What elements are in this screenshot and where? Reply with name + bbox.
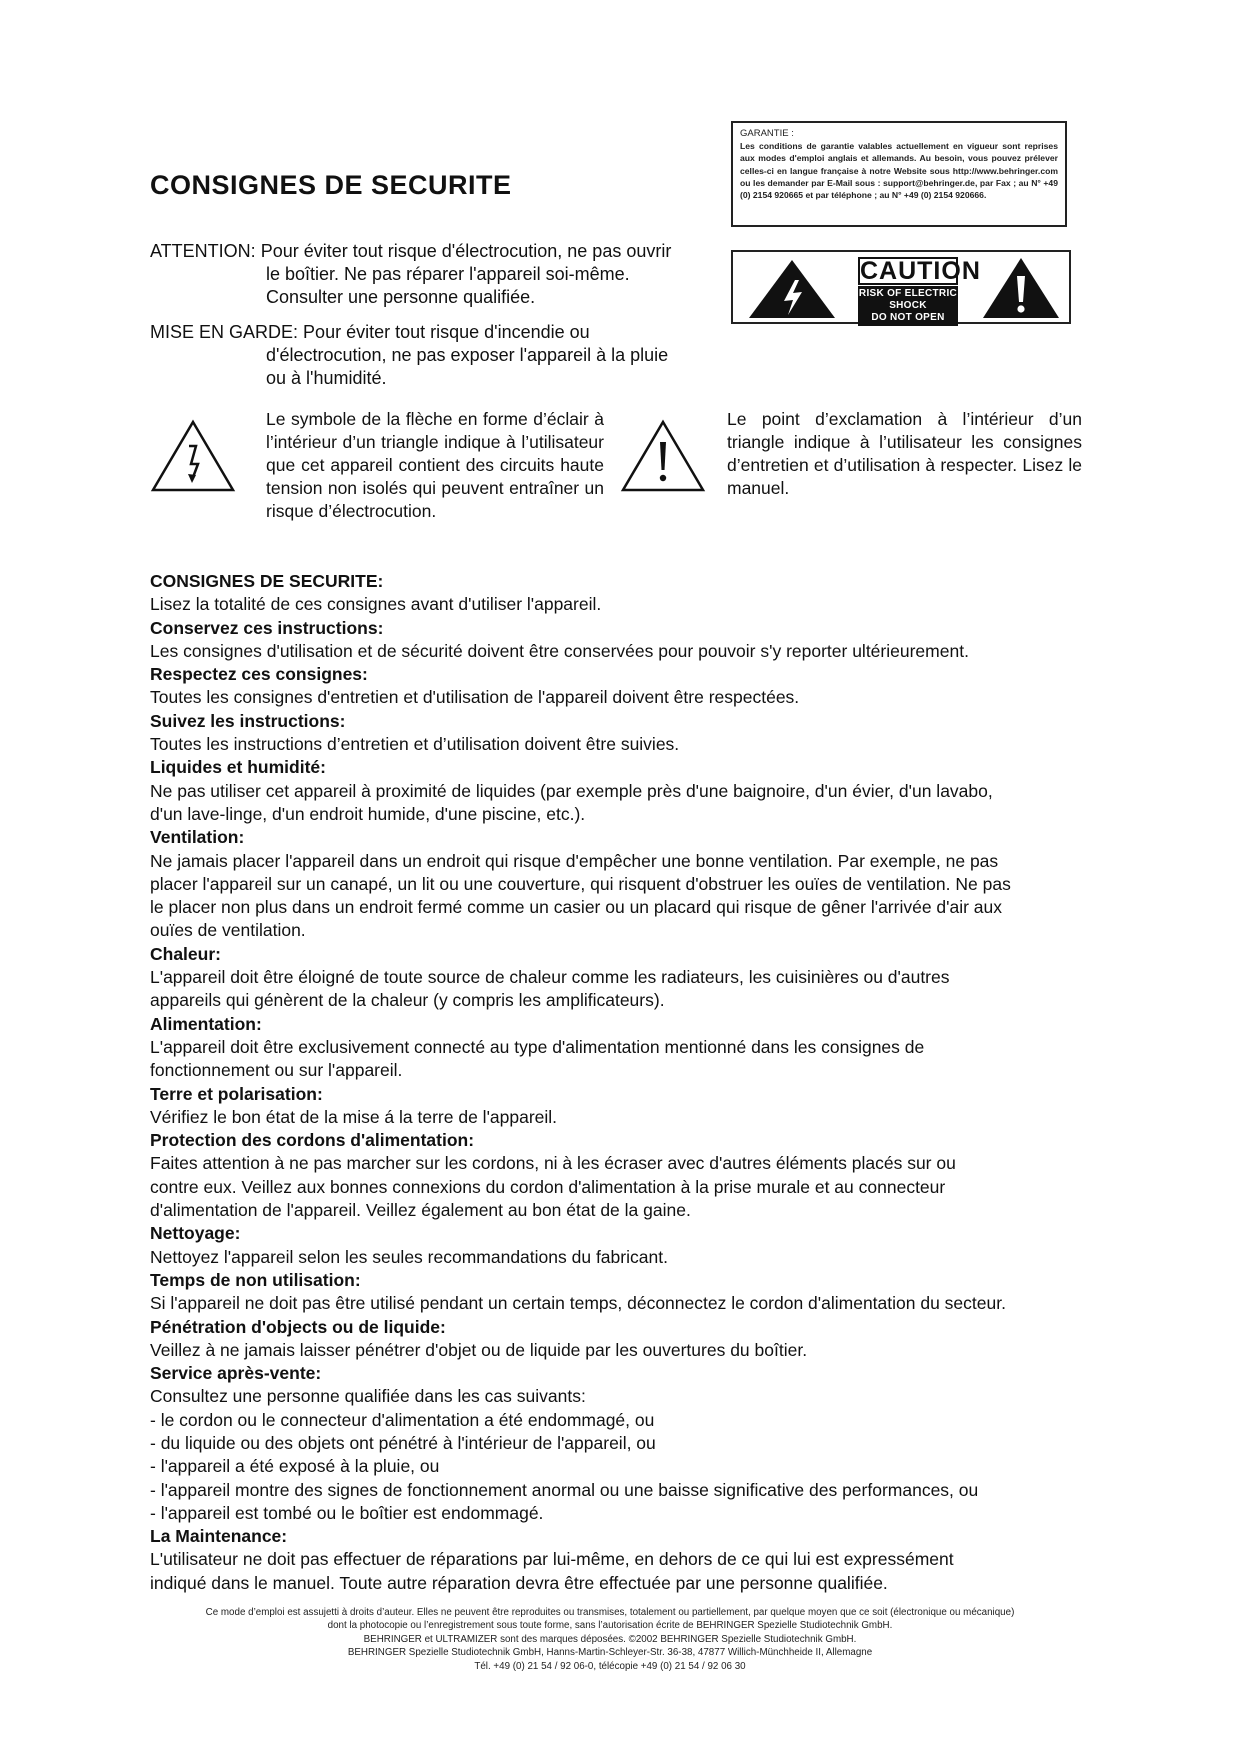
- section-heading: Liquides et humidité:: [150, 757, 326, 778]
- guarantee-title: GARANTIE :: [740, 128, 794, 139]
- section-heading: Temps de non utilisation:: [150, 1269, 361, 1290]
- lightning-warning-icon: [150, 418, 236, 494]
- footer-line2: dont la photocopie ou l’enregistrement sous toute forme, sans l’autorisation écrite de BEHRINGER Spezielle Studiotechnik GmbH.: [327, 1620, 893, 1632]
- section-line: Faites attention à ne pas marcher sur les cordons, ni à les écraser avec d'autres éléments placés sur ou: [150, 1153, 956, 1174]
- exclamation-triangle-icon: [981, 256, 1061, 320]
- section-line: Toutes les instructions d’entretien et d’utilisation doivent être suivies.: [150, 734, 680, 755]
- mise-label: MISE EN GARDE:: [150, 322, 299, 342]
- section-line: - l'appareil a été exposé à la pluie, ou: [150, 1456, 440, 1477]
- section-line: d'alimentation de l'appareil. Veillez également au bon état de la gaine.: [150, 1200, 691, 1221]
- footer-line3: BEHRINGER et ULTRAMIZER sont des marques déposées. ©2002 BEHRINGER Spezielle Studiotechnik GmbH.: [363, 1633, 857, 1645]
- section-heading: Suivez les instructions:: [150, 710, 346, 731]
- section-line: Si l'appareil ne doit pas être utilisé pendant un certain temps, déconnectez le cordon d'alimentation du secteur.: [150, 1293, 1006, 1314]
- lightning-symbol-text: Le symbole de la flèche en forme d’éclair à l’intérieur d’un triangle indique à l’utilisateur que cet appareil contient des circuits haute tension non isolés qui peuvent entraîner un risque d’électrocution.: [266, 409, 604, 521]
- section-line: Ne pas utiliser cet appareil à proximité de liquides (par exemple près d'une baignoire, d'un évier, d'un lavabo,: [150, 780, 993, 801]
- section-line: Nettoyez l'appareil selon les seules recommandations du fabricant.: [150, 1246, 668, 1267]
- section-line: indiqué dans le manuel. Toute autre réparation devra être effectuée par une personne qualifiée.: [150, 1572, 888, 1593]
- section-heading: Alimentation:: [150, 1013, 262, 1034]
- guarantee-box: [731, 121, 1067, 227]
- section-line: - l'appareil montre des signes de fonctionnement anormal ou une baisse significative des performances, ou: [150, 1479, 979, 1500]
- lightning-triangle-icon: [747, 258, 837, 320]
- section-heading: Ventilation:: [150, 827, 245, 848]
- safety-sections: [150, 570, 1110, 1595]
- section-line: Les consignes d'utilisation et de sécurité doivent être conservées pour pouvoir s'y reporter ultérieurement.: [150, 640, 969, 661]
- attention-warning: [150, 240, 671, 309]
- section-heading: Pénétration d'objects ou de liquide:: [150, 1316, 446, 1337]
- section-heading: CONSIGNES DE SECURITE:: [150, 571, 384, 591]
- caution-line2: DO NOT OPEN: [871, 312, 945, 323]
- mise-en-garde-warning: [150, 321, 715, 390]
- guarantee-text: Les conditions de garantie valables actuellement en vigueur sont reprises aux modes d'emploi anglais et allemands. Au besoin, vous pouvez prélever celles-ci en langue française à notre Website sous http://www.behringer.com ou les demander par E-Mail sous : support@behringer.de, par Fax ; au N° +49 (0) 2154 920665 et par téléphone ; au N° +49 (0) 2154 920666.: [740, 141, 1058, 201]
- section-line: - du liquide ou des objets ont pénétré à l'intérieur de l'appareil, ou: [150, 1432, 656, 1453]
- footer-line1: Ce mode d’emploi est assujetti à droits d’auteur. Elles ne peuvent être reproduites ou transmises, totalement ou partiellement, par quelque moyen que ce soit (électronique ou mécanique): [205, 1607, 1015, 1618]
- section-heading: Chaleur:: [150, 943, 221, 964]
- footer-line4: BEHRINGER Spezielle Studiotechnik GmbH, Hanns-Martin-Schleyer-Str. 36-38, 47877 Willich-Münchheide II, Allemagne: [347, 1647, 873, 1659]
- section-line: contre eux. Veillez aux bonnes connexions du cordon d'alimentation à la prise murale et au connecteur: [150, 1176, 946, 1197]
- section-line: - le cordon ou le connecteur d'alimentation a été endommagé, ou: [150, 1409, 655, 1430]
- section-line: Toutes les consignes d'entretien et d'utilisation de l'appareil doivent être respectées.: [150, 687, 800, 708]
- section-heading: Nettoyage:: [150, 1223, 241, 1244]
- attention-line2: le boîtier. Ne pas réparer l'appareil soi-même.: [266, 264, 630, 284]
- section-line: placer l'appareil sur un canapé, un lit ou une couverture, qui risquent d'obstruer les ouïes de ventilation. Ne pas: [150, 873, 1011, 894]
- section-heading: Protection des cordons d'alimentation:: [150, 1130, 475, 1151]
- page-title: CONSIGNES DE SECURITE: [150, 170, 512, 200]
- mise-line2: d'électrocution, ne pas exposer l'appareil à la pluie: [266, 345, 669, 365]
- footer: [140, 1606, 1080, 1673]
- section-line: Veillez à ne jamais laisser pénétrer d'objet ou de liquide par les ouvertures du boîtier.: [150, 1339, 808, 1360]
- section-line: L'utilisateur ne doit pas effectuer de réparations par lui-même, en dehors de ce qui lui est expressément: [150, 1549, 954, 1570]
- attention-label: ATTENTION:: [150, 241, 256, 261]
- mise-line3: ou à l'humidité.: [266, 368, 387, 388]
- section-line: d'un lave-linge, d'un endroit humide, d'une piscine, etc.).: [150, 803, 586, 824]
- section-line: ouïes de ventilation.: [150, 920, 306, 941]
- attention-line3: Consulter une personne qualifiée.: [266, 287, 536, 307]
- section-heading: La Maintenance:: [150, 1526, 288, 1547]
- section-line: - l'appareil est tombé ou le boîtier est endommagé.: [150, 1502, 544, 1523]
- caution-line1: RISK OF ELECTRIC SHOCK: [858, 288, 958, 311]
- section-line: L'appareil doit être exclusivement connecté au type d'alimentation mentionné dans les consignes de: [150, 1036, 925, 1057]
- section-line: Ne jamais placer l'appareil dans un endroit qui risque d'empêcher une bonne ventilation. Par exemple, ne pas: [150, 850, 999, 871]
- caution-label: [731, 250, 1071, 324]
- exclamation-warning-icon: [620, 418, 706, 494]
- mise-line1: Pour éviter tout risque d'incendie ou: [303, 322, 590, 342]
- section-line: Consultez une personne qualifiée dans les cas suivants:: [150, 1386, 586, 1407]
- section-heading: Terre et polarisation:: [150, 1083, 323, 1104]
- section-heading: Conservez ces instructions:: [150, 617, 384, 638]
- caution-word: CAUTION: [860, 257, 981, 285]
- section-line: L'appareil doit être éloigné de toute source de chaleur comme les radiateurs, les cuisinières ou d'autres: [150, 967, 950, 988]
- section-line: Lisez la totalité de ces consignes avant d'utiliser l'appareil.: [150, 594, 602, 615]
- exclamation-symbol-text: Le point d’exclamation à l’intérieur d’un triangle indique à l’utilisateur les consignes d’entretien et d’utilisation à respecter. Lisez le manuel.: [727, 409, 1082, 498]
- attention-line1: Pour éviter tout risque d'électrocution, ne pas ouvrir: [260, 241, 672, 261]
- section-heading: Service après-vente:: [150, 1363, 322, 1384]
- section-line: Vérifiez le bon état de la mise á la terre de l'appareil.: [150, 1106, 558, 1127]
- caution-panel: [858, 257, 981, 326]
- section-line: le placer non plus dans un endroit fermé comme un casier ou un placard qui risque de gêner l'arrivée d'air aux: [150, 897, 1003, 918]
- section-line: fonctionnement ou sur l'appareil.: [150, 1060, 403, 1081]
- section-heading: Respectez ces consignes:: [150, 664, 368, 685]
- caution-subtext: [858, 286, 958, 326]
- section-line: appareils qui génèrent de la chaleur (y compris les amplificateurs).: [150, 990, 665, 1011]
- footer-line5: Tél. +49 (0) 21 54 / 92 06-0, télécopie +49 (0) 21 54 / 92 06 30: [474, 1660, 746, 1672]
